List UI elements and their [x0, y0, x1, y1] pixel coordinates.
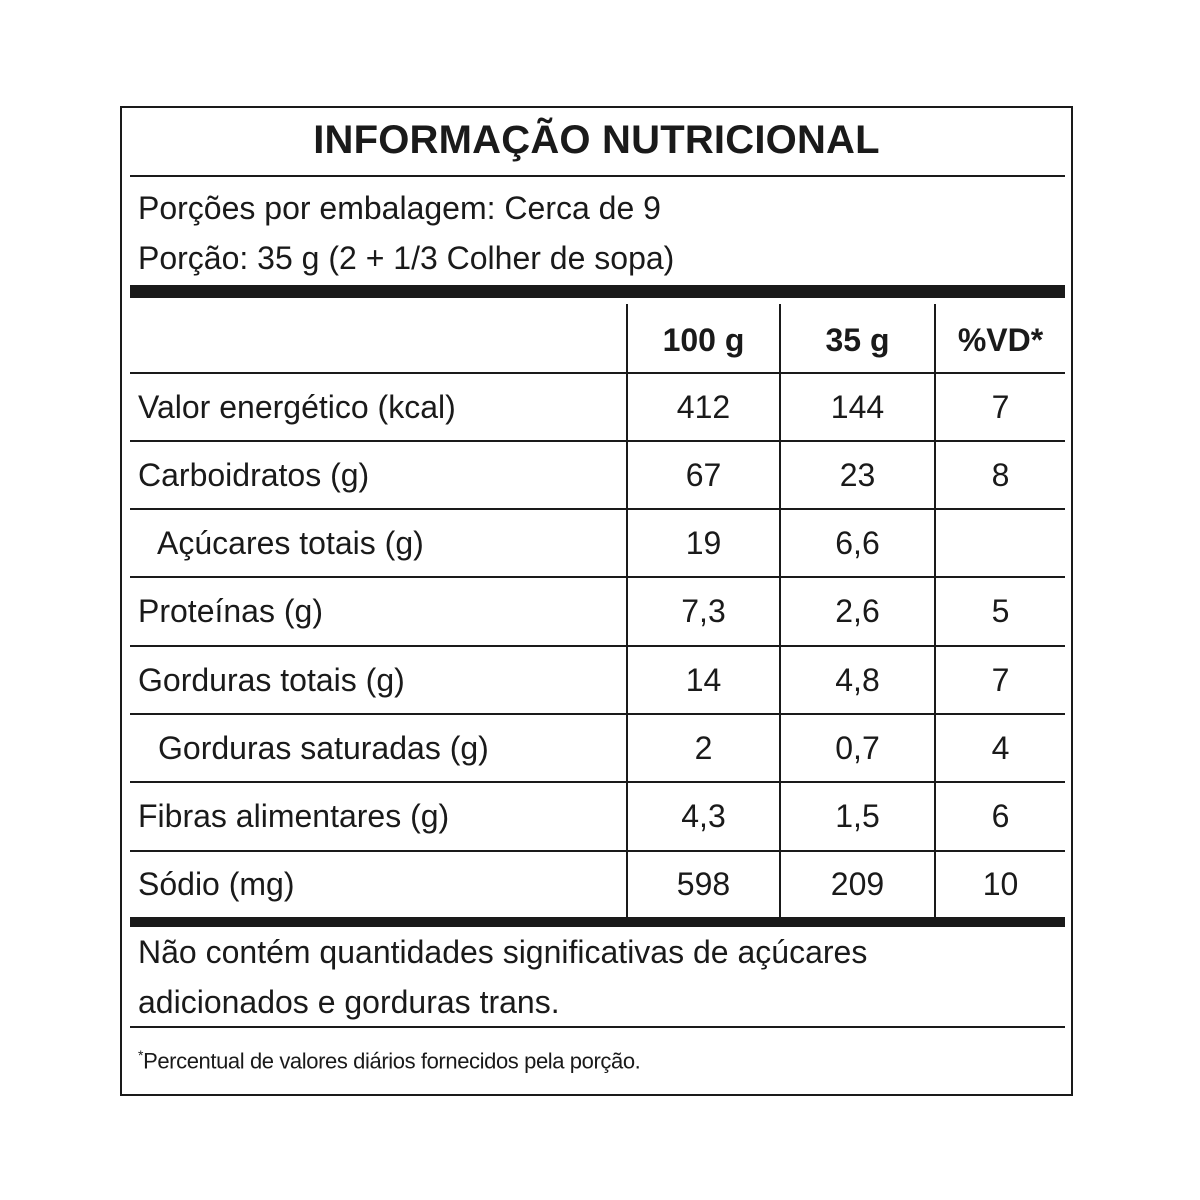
value-dv: 7: [991, 389, 1010, 425]
value-per-serving: 144: [830, 389, 885, 425]
column-header-100g: 100 g: [662, 322, 745, 358]
footnote-text: Percentual de valores diários fornecidos pela porção.: [143, 1048, 641, 1074]
value-dv: 6: [991, 798, 1010, 834]
value-per-100g: 598: [676, 866, 731, 902]
value-per-serving: 2,6: [835, 593, 880, 629]
label-note-line-2: adicionados e gorduras trans.: [138, 984, 560, 1020]
row-divider: [130, 781, 1065, 783]
row-divider: [130, 372, 1065, 374]
thick-divider-top: [130, 285, 1065, 298]
value-per-serving: 6,6: [835, 525, 880, 561]
value-per-100g: 2: [694, 730, 713, 766]
value-per-100g: 67: [685, 457, 722, 493]
value-dv: 7: [991, 662, 1010, 698]
value-dv: 8: [991, 457, 1010, 493]
value-per-100g: 412: [676, 389, 731, 425]
row-divider: [130, 576, 1065, 578]
nutrient-name: Gorduras saturadas (g): [158, 730, 489, 766]
row-divider: [130, 508, 1065, 510]
value-per-serving: 4,8: [835, 662, 880, 698]
label-note-line-1: Não contém quantidades significativas de açúcares: [138, 934, 868, 970]
serving-size: Porção: 35 g (2 + 1/3 Colher de sopa): [138, 240, 675, 276]
value-dv: 5: [991, 593, 1010, 629]
value-per-serving: 0,7: [835, 730, 880, 766]
value-per-serving: 209: [830, 866, 885, 902]
thick-divider-bottom: [130, 917, 1065, 927]
value-per-100g: 4,3: [681, 798, 726, 834]
nutrient-name: Gorduras totais (g): [138, 662, 405, 698]
nutrient-name: Carboidratos (g): [138, 457, 370, 493]
footnote-mark: *: [138, 1047, 144, 1063]
row-divider: [130, 440, 1065, 442]
servings-per-package: Porções por embalagem: Cerca de 9: [138, 190, 661, 226]
nutrient-name: Valor energético (kcal): [138, 389, 456, 425]
value-dv: 10: [982, 866, 1019, 902]
value-per-100g: 7,3: [681, 593, 726, 629]
row-divider: [130, 713, 1065, 715]
nutrient-name: Proteínas (g): [138, 593, 323, 629]
nutrient-name: Açúcares totais (g): [157, 525, 424, 561]
row-divider: [130, 850, 1065, 852]
column-header-dv: %VD*: [957, 322, 1044, 358]
column-header-serving: 35 g: [825, 322, 890, 358]
nutrient-name: Sódio (mg): [138, 866, 295, 902]
row-divider: [130, 645, 1065, 647]
label-title: INFORMAÇÃO NUTRICIONAL: [313, 118, 880, 162]
value-per-100g: 14: [685, 662, 722, 698]
value-per-serving: 1,5: [835, 798, 880, 834]
footnote: [138, 1047, 640, 1074]
title-divider: [130, 175, 1065, 177]
value-dv: 4: [991, 730, 1010, 766]
value-per-100g: 19: [685, 525, 722, 561]
footnote-divider: [130, 1026, 1065, 1028]
value-per-serving: 23: [839, 457, 876, 493]
nutrient-name: Fibras alimentares (g): [138, 798, 450, 834]
